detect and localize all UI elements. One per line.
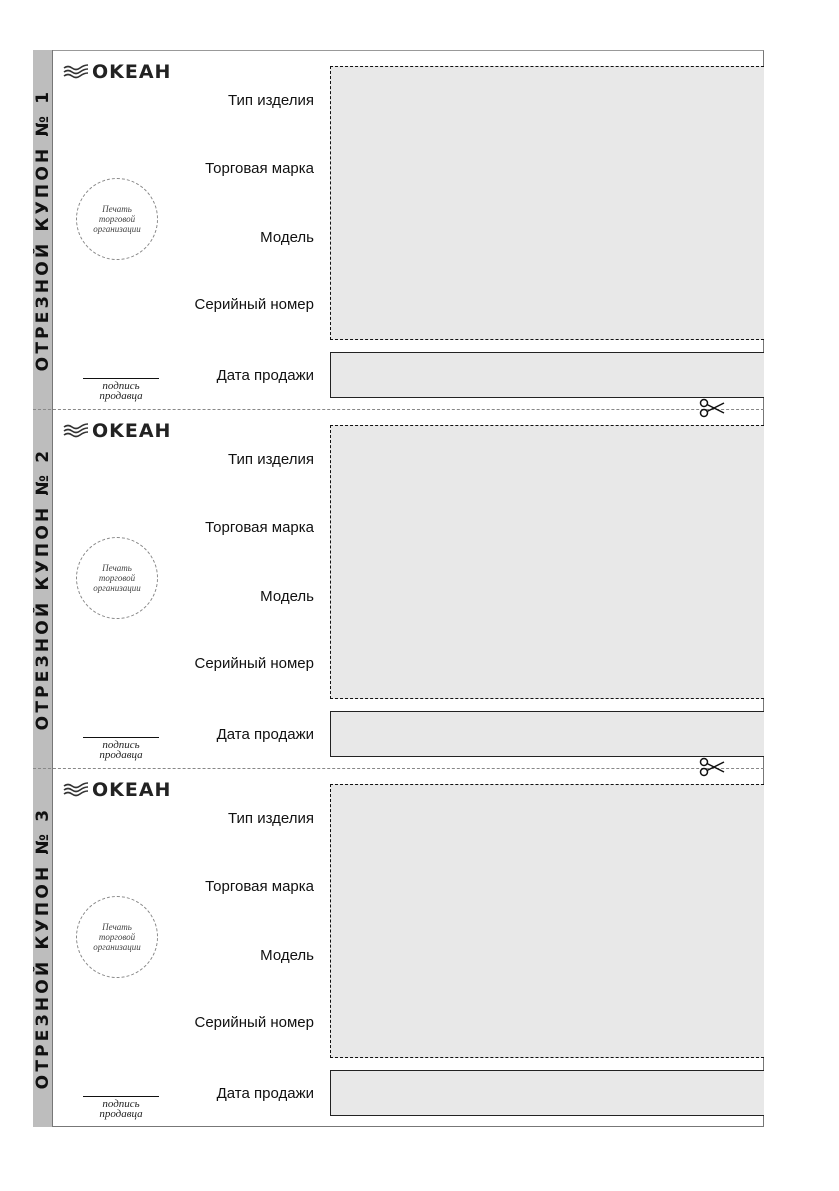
coupon-side-strip bbox=[33, 50, 53, 409]
label-serial-number: Серийный номер bbox=[194, 296, 314, 313]
stamp-text-line: торговой bbox=[98, 932, 136, 942]
stamp-text-line: организации bbox=[93, 942, 141, 952]
sale-date-field[interactable] bbox=[330, 352, 764, 398]
signature-caption bbox=[83, 381, 159, 401]
signature-caption-line: подпись bbox=[102, 739, 140, 751]
waves-icon bbox=[63, 782, 89, 798]
cut-line bbox=[33, 768, 764, 769]
label-product-type: Тип изделия bbox=[228, 810, 314, 827]
signature-line bbox=[83, 1096, 159, 1097]
sale-date-field[interactable] bbox=[330, 711, 764, 757]
label-model: Модель bbox=[260, 229, 314, 246]
brand-name: OKEAH bbox=[92, 420, 172, 442]
scissors-icon bbox=[698, 757, 726, 777]
stamp-text-line: торговой bbox=[98, 214, 136, 224]
coupon-strip-title: ОТРЕЗНОЙ КУПОН № 1 bbox=[33, 88, 53, 371]
signature-caption-line: продавца bbox=[99, 749, 143, 761]
label-serial-number: Серийный номер bbox=[194, 1014, 314, 1031]
label-product-type: Тип изделия bbox=[228, 451, 314, 468]
waves-icon bbox=[63, 64, 89, 80]
product-info-field[interactable] bbox=[330, 425, 764, 699]
coupon-side-strip bbox=[33, 409, 53, 768]
coupon-side-strip bbox=[33, 768, 53, 1127]
label-trademark: Торговая марка bbox=[205, 878, 314, 895]
coupon-strip-title: ОТРЕЗНОЙ КУПОН № 3 bbox=[33, 806, 53, 1089]
label-sale-date: Дата продажи bbox=[216, 1085, 314, 1102]
label-trademark: Торговая марка bbox=[205, 519, 314, 536]
scissors-icon bbox=[698, 398, 726, 418]
store-stamp-circle bbox=[76, 537, 158, 619]
label-product-type: Тип изделия bbox=[228, 92, 314, 109]
stamp-text-line: торговой bbox=[98, 573, 136, 583]
store-stamp-circle bbox=[76, 178, 158, 260]
stamp-text-line: Печать bbox=[102, 204, 132, 214]
waves-icon bbox=[63, 423, 89, 439]
signature-caption-line: продавца bbox=[99, 1108, 143, 1120]
label-model: Модель bbox=[260, 947, 314, 964]
signature-caption-line: подпись bbox=[102, 380, 140, 392]
stamp-text-line: организации bbox=[93, 583, 141, 593]
product-info-field[interactable] bbox=[330, 66, 764, 340]
label-sale-date: Дата продажи bbox=[216, 726, 314, 743]
label-sale-date: Дата продажи bbox=[216, 367, 314, 384]
signature-caption-line: продавца bbox=[99, 390, 143, 402]
brand-logo bbox=[63, 421, 171, 441]
signature-caption bbox=[83, 1099, 159, 1119]
sale-date-field[interactable] bbox=[330, 1070, 764, 1116]
brand-name: OKEAH bbox=[92, 779, 172, 801]
coupon-1 bbox=[33, 50, 764, 409]
coupon-3 bbox=[33, 768, 764, 1127]
coupon-strip-title: ОТРЕЗНОЙ КУПОН № 2 bbox=[33, 447, 53, 730]
signature-caption-line: подпись bbox=[102, 1098, 140, 1110]
stamp-text-line: Печать bbox=[102, 922, 132, 932]
brand-logo bbox=[63, 62, 171, 82]
product-info-field[interactable] bbox=[330, 784, 764, 1058]
signature-line bbox=[83, 378, 159, 379]
signature-line bbox=[83, 737, 159, 738]
label-trademark: Торговая марка bbox=[205, 160, 314, 177]
cut-line bbox=[33, 409, 764, 410]
store-stamp-circle bbox=[76, 896, 158, 978]
signature-caption bbox=[83, 740, 159, 760]
label-model: Модель bbox=[260, 588, 314, 605]
label-serial-number: Серийный номер bbox=[194, 655, 314, 672]
coupon-2 bbox=[33, 409, 764, 768]
stamp-text-line: Печать bbox=[102, 563, 132, 573]
brand-name: OKEAH bbox=[92, 61, 172, 83]
brand-logo bbox=[63, 780, 171, 800]
stamp-text-line: организации bbox=[93, 224, 141, 234]
